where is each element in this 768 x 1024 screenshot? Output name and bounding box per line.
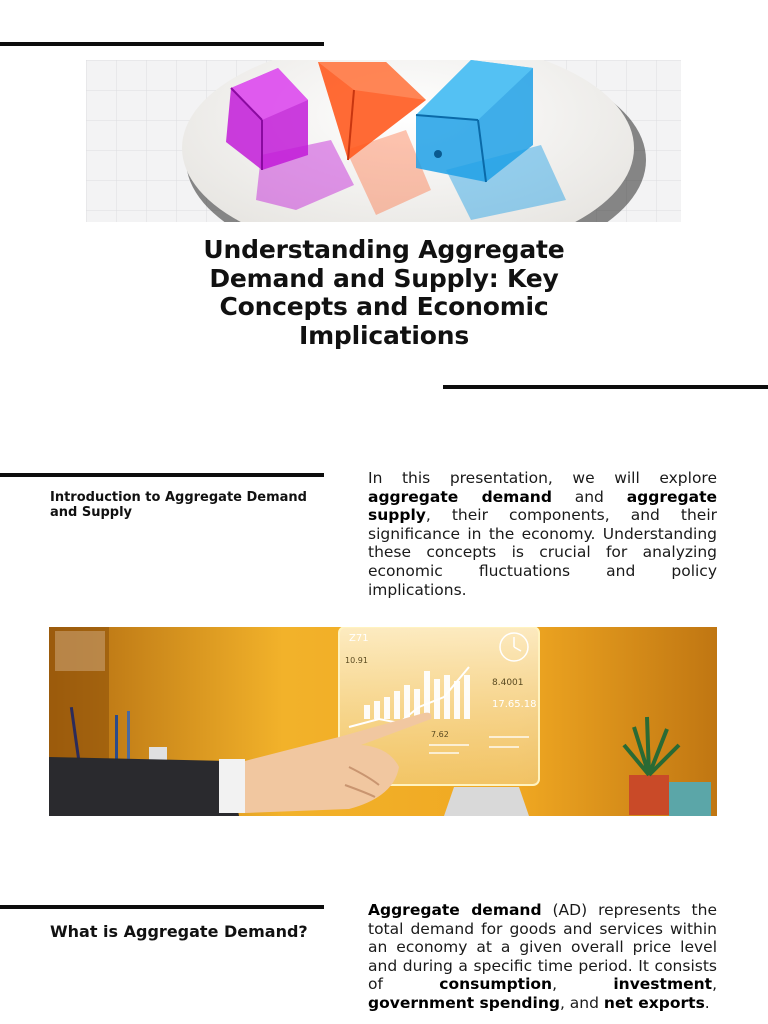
section1-paragraph: In this presentation, we will explore aggregate demand and aggregate supply, their components, and their significance in the economy. Understanding these concepts is crucial for analyzing economic fluctuations and policy implications. bbox=[368, 469, 718, 599]
section2-label: What is Aggregate Demand? bbox=[50, 922, 308, 941]
hand-chart-image bbox=[49, 627, 717, 816]
screen-readout-1: 10.91 bbox=[345, 656, 368, 665]
page-title: Understanding Aggregate Demand and Supply: Key Concepts and Economic Implications bbox=[203, 235, 565, 350]
screen-readout-3: 17.65.18 bbox=[492, 699, 537, 710]
section2-paragraph: Aggregate demand (AD) represents the total demand for goods and services within an economy at a given overall price level and during a specific time period. It consists of consumption, investment, government spending, and net exports. bbox=[368, 901, 717, 1012]
screen-readout-4: 7.62 bbox=[431, 730, 449, 739]
hero-shapes-image bbox=[86, 60, 681, 222]
section1-label: Introduction to Aggregate Demand and Supply bbox=[50, 490, 307, 520]
screen-readout-0: Z71 bbox=[349, 633, 369, 644]
title-right-rule bbox=[443, 385, 768, 389]
screen-readout-2: 8.4001 bbox=[492, 678, 524, 688]
section2-rule bbox=[0, 905, 324, 909]
section1-rule bbox=[0, 473, 324, 477]
top-left-rule bbox=[0, 42, 324, 46]
